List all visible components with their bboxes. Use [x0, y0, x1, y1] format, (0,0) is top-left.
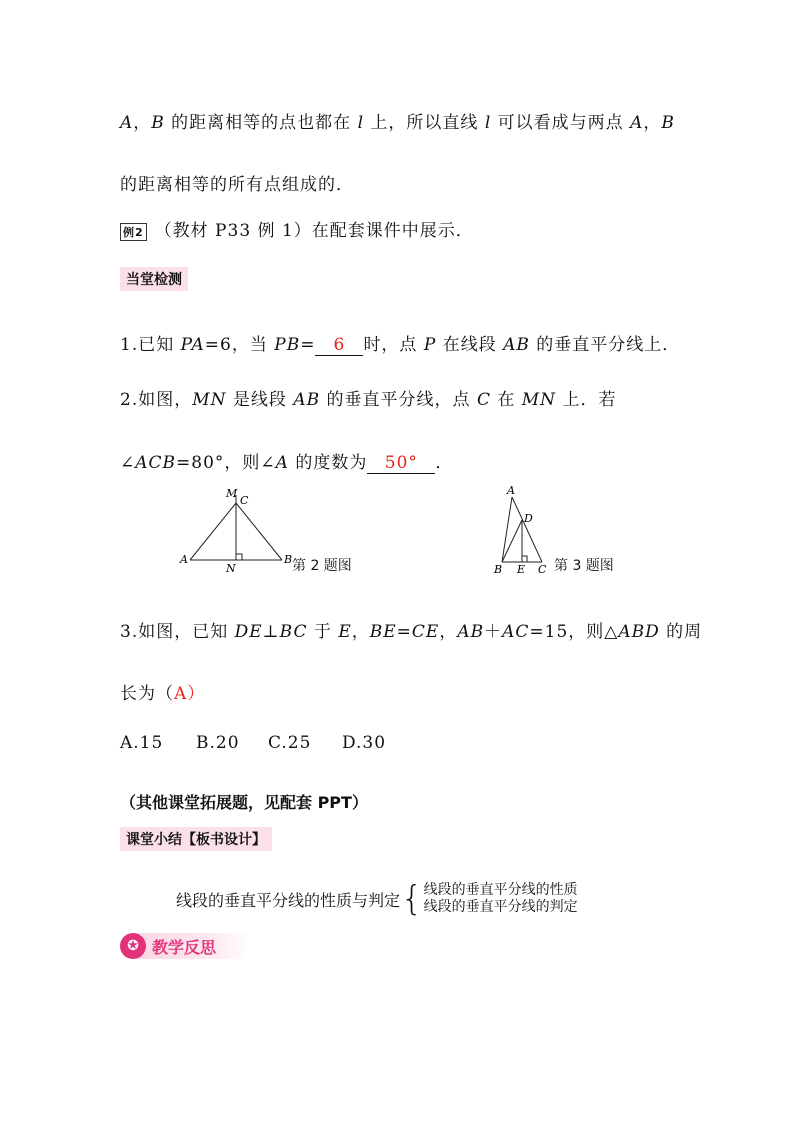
intro-var-l: l	[484, 113, 492, 133]
fig3-label-b: B	[494, 563, 503, 576]
q1-text: =6，当	[204, 335, 275, 355]
fig2-label-n: N	[226, 562, 236, 575]
figure-3	[490, 480, 560, 580]
q2-answer-blank: 50°	[367, 453, 435, 474]
question-2-line-2	[120, 448, 453, 474]
q2-var: ACB	[135, 453, 177, 473]
q1-text: 1.已知	[120, 335, 181, 355]
q2-text: ∠	[120, 453, 136, 473]
summary-items	[424, 882, 578, 916]
q2-text: 上．若	[556, 390, 617, 410]
q3-text: ，	[439, 622, 458, 642]
q2-text: =80°，则∠	[176, 453, 276, 473]
fig3-right-angle	[522, 556, 527, 562]
q3-text: ）	[187, 684, 206, 704]
q3-text: 长为（	[120, 684, 174, 704]
fig2-label-a: A	[180, 553, 188, 566]
fig2-line-ac	[190, 503, 236, 560]
fig2-label-b: B	[284, 553, 293, 566]
example-badge: 例2	[120, 223, 147, 241]
fig3-line-ac	[512, 497, 542, 562]
option-b: B.20	[196, 733, 240, 753]
summary-item-criterion: 线段的垂直平分线的判定	[423, 899, 578, 915]
q3-var: AB	[457, 622, 485, 642]
intro-var-b: B	[661, 113, 675, 133]
teaching-reflection-label: 教学反思	[152, 937, 217, 957]
q1-text: 时，点	[363, 335, 424, 355]
intro-line-1	[120, 108, 675, 133]
q3-text: 的周	[659, 622, 703, 642]
example-line	[120, 216, 474, 241]
option-d: D.30	[342, 733, 387, 753]
intro-var-a: A	[120, 113, 134, 133]
fig3-label-e: E	[517, 563, 526, 576]
question-3-options	[120, 733, 386, 753]
intro-line-2: 的距离相等的所有点组成的．	[120, 175, 354, 195]
option-a: A.15	[120, 733, 164, 753]
q2-text: 在	[490, 390, 522, 410]
fig2-label-m: M	[226, 487, 238, 500]
q2-var: MN	[521, 390, 557, 410]
q3-var: DE	[234, 622, 263, 642]
q3-text: =15，则△	[529, 622, 619, 642]
q3-text: ，	[351, 622, 370, 642]
intro-text: 的距离相等的点也都在	[164, 113, 358, 133]
intro-text: 可以看成与两点	[491, 113, 631, 133]
intro-sep: ，	[643, 113, 662, 133]
question-3-line-2	[120, 679, 205, 704]
q1-var: PA	[180, 335, 205, 355]
intro-sep: ，	[133, 113, 152, 133]
fig3-label-a: A	[507, 484, 515, 497]
q2-text: ．	[435, 453, 454, 473]
q3-var: CE	[411, 622, 440, 642]
fig2-line-bc	[236, 503, 282, 560]
section-check-label: 当堂检测	[120, 267, 188, 291]
q3-text: =	[396, 622, 412, 642]
summary-item-property: 线段的垂直平分线的性质	[423, 882, 578, 898]
teaching-reflection-header	[120, 933, 250, 959]
q3-var: AC	[502, 622, 530, 642]
q2-var: C	[476, 390, 491, 410]
q1-text: =	[300, 335, 316, 355]
q2-text: 2.如图，	[120, 390, 193, 410]
summary-main: 线段的垂直平分线的性质与判定	[176, 890, 401, 910]
q3-text: ⊥	[262, 622, 280, 642]
q3-text: 3.如图，已知	[120, 622, 235, 642]
fig3-label-c: C	[538, 563, 547, 576]
q1-text: 的垂直平分线上．	[529, 335, 681, 355]
q3-var: ABD	[618, 622, 660, 642]
intro-text: 上，所以直线	[364, 113, 485, 133]
q1-text: 在线段	[436, 335, 504, 355]
lightbulb-head-icon: ✪	[120, 933, 146, 959]
intro-var-b: B	[151, 113, 165, 133]
fig2-label-c: C	[240, 494, 249, 507]
q1-var: AB	[503, 335, 530, 355]
fig2-right-angle	[236, 554, 242, 560]
q1-var: PB	[274, 335, 301, 355]
figure-2-caption: 第 2 题图	[292, 558, 352, 574]
fig3-label-d: D	[524, 512, 533, 525]
q3-var: BC	[279, 622, 308, 642]
q3-var: BE	[369, 622, 397, 642]
q2-var: A	[275, 453, 289, 473]
q2-text: 的度数为	[288, 453, 368, 473]
question-3-line-1	[120, 617, 702, 642]
summary-board	[176, 879, 578, 919]
question-1	[120, 330, 680, 356]
q3-text: 于	[307, 622, 339, 642]
q3-answer: A	[174, 684, 188, 704]
example-text: （教材 P33 例 1）在配套课件中展示．	[154, 221, 474, 241]
q2-text: 的垂直平分线，点	[320, 390, 477, 410]
question-2-line-1	[120, 385, 616, 410]
q2-var: AB	[293, 390, 321, 410]
q1-var: P	[423, 335, 437, 355]
q1-answer-blank: 6	[315, 335, 363, 356]
brace-icon: {	[401, 879, 423, 919]
figure-3-caption: 第 3 题图	[554, 558, 614, 574]
extension-note: （其他课堂拓展题，见配套 PPT）	[120, 793, 368, 812]
q2-var: MN	[192, 390, 227, 410]
option-c: C.25	[268, 733, 312, 753]
q3-var: E	[338, 622, 352, 642]
intro-var-l: l	[357, 113, 365, 133]
intro-var-a: A	[630, 113, 644, 133]
section-summary-label: 课堂小结【板书设计】	[120, 827, 272, 851]
q3-text: ＋	[484, 622, 503, 642]
q2-text: 是线段	[226, 390, 294, 410]
